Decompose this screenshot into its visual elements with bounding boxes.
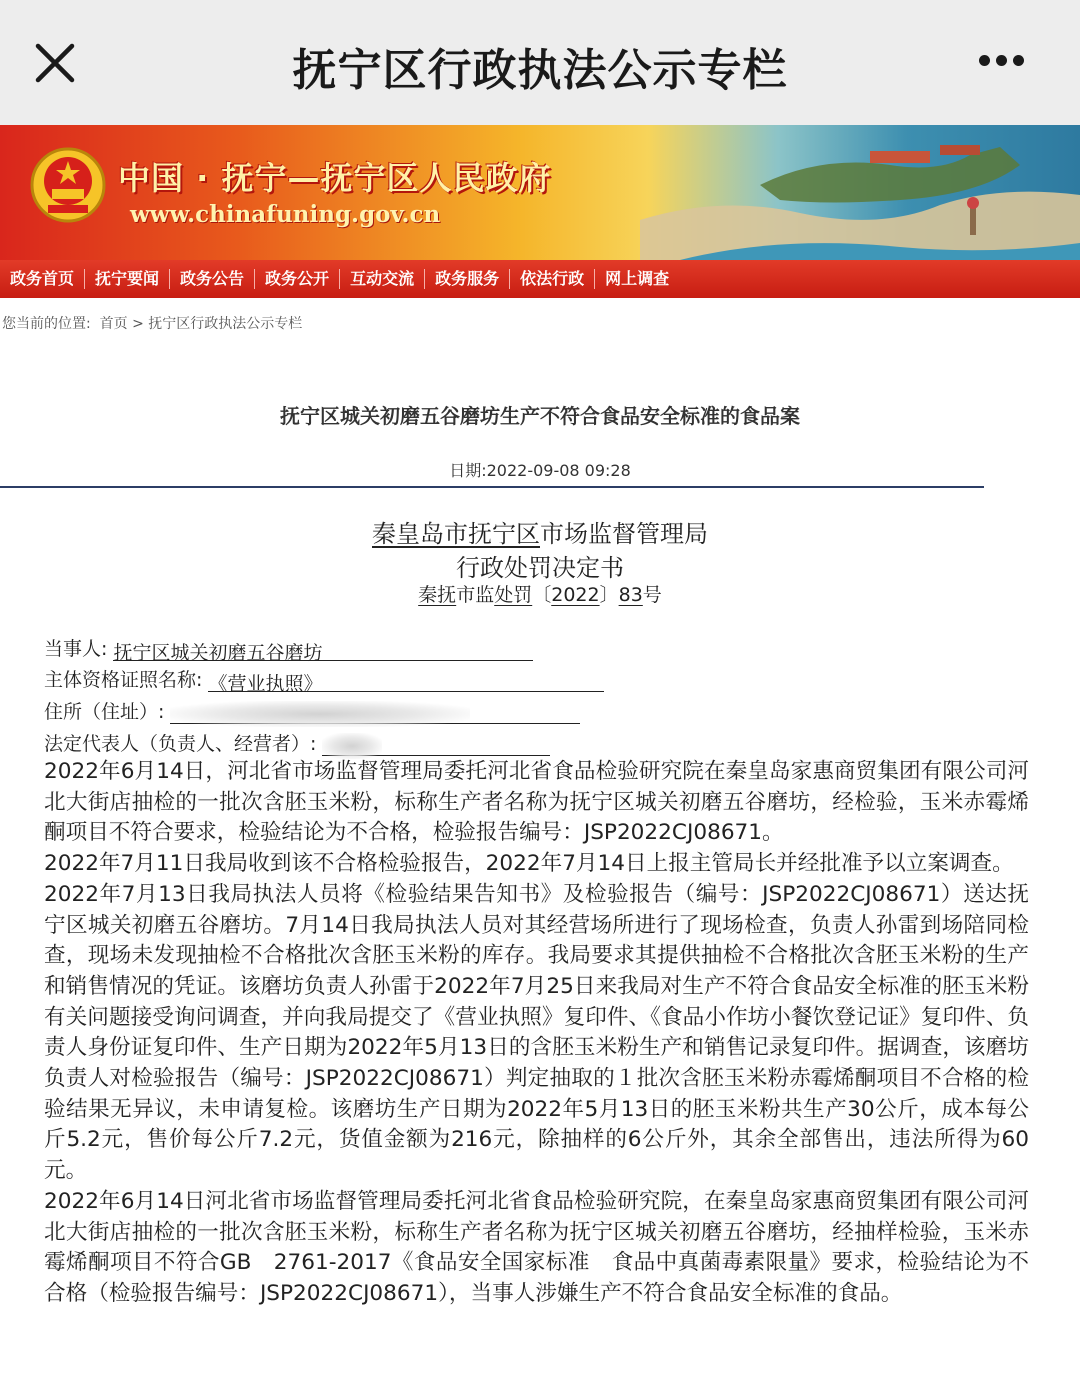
agency-name [0, 514, 1080, 549]
nav-item-home[interactable]: 政务首页 [0, 269, 85, 289]
nav-item-announcements[interactable]: 政务公告 [170, 269, 255, 289]
decision-body [44, 757, 1029, 1310]
government-site-name: 中国 · 抚宁—抚宁区人民政府 [118, 159, 552, 197]
breadcrumb-prefix: 您当前的位置: [2, 316, 91, 332]
paragraph: 2022年7月11日我局收到该不合格检验报告，2022年7月14日上报主管局长并经批准予以立案调查。 [44, 851, 1014, 877]
party-value: 抚宁区城关初磨五谷磨坊 [113, 638, 533, 661]
title-divider [0, 486, 984, 488]
address-value-redacted [170, 701, 580, 724]
more-button[interactable] [976, 48, 1036, 74]
breadcrumb-current-link[interactable]: 抚宁区行政执法公示专栏 [148, 316, 303, 332]
document-type: 行政处罚决定书 [456, 554, 624, 582]
nav-item-services[interactable]: 政务服务 [425, 269, 510, 289]
paragraph: 2022年7月13日我局执法人员将《检验结果告知书》及检验报告（编号：JSP2022CJ08671）送达抚宁区城关初磨五谷磨坊。7月14日我局执法人员对其经营场所进行了现场检查，负责人孙雷到场陪同检查，现场未发现抽检不合格批次含胚玉米粉的库存。我局要求其提供抽检不合格批次含胚玉米粉的生产和销售情况的凭证。该磨坊负责人孙雷于2022年7月25日来我局对生产不符合食品安全标准的胚玉米粉有关问题接受询问调查，并向我局提交了《营业执照》复印件、《食品小作坊小餐饮登记证》复印件、负责人身份证复印件、生产日期为2022年5月13日的含胚玉米粉生产和销售记录复印件。据调查，该磨坊负责人对检验报告（编号：JSP2022CJ08671）判定抽取的１批次含胚玉米粉赤霉烯酮项目不合格的检验结果无异议，未申请复检。该磨坊生产日期为2022年5月13日的胚玉米粉共生产30公斤，成本每公斤5.2元，售价每公斤7.2元，货值金额为216元，除抽样的6公斤外，其余全部售出，违法所得为60元。 [44, 881, 1029, 1184]
address-field: 住所（住址）: [44, 697, 580, 724]
agency-name-underlined: 秦皇岛市抚宁区 [372, 520, 540, 548]
breadcrumb-home-link[interactable]: 首页 [99, 316, 128, 332]
license-field: 主体资格证照名称: 《营业执照》 [44, 665, 604, 692]
nav-item-interaction[interactable]: 互动交流 [340, 269, 425, 289]
government-site-url: www.chinafuning.gov.cn [130, 201, 441, 228]
nav-item-law[interactable]: 依法行政 [510, 269, 595, 289]
breadcrumb-separator: > [132, 316, 144, 332]
app-bar [0, 0, 1080, 125]
more-dots-icon [979, 55, 990, 66]
representative-value-redacted [322, 733, 550, 756]
coast-scenery-image [640, 125, 1080, 260]
document-number: 秦抚市监处罚〔2022〕83号 [418, 584, 662, 606]
license-value: 《营业执照》 [208, 669, 604, 692]
nav-item-disclosure[interactable]: 政务公开 [255, 269, 340, 289]
paragraph: 2022年6月14日河北省市场监督管理局委托河北省食品检验研究院，在秦皇岛家惠商贸集团有限公司河北大街店抽检的一批次含胚玉米粉，标称生产者名称为抚宁区城关初磨五谷磨坊，经抽样检验，玉米赤霉烯酮项目不符合GB 2761-2017《食品安全国家标准 食品中真菌毒素限量》要求，检验结论为不合格（检验报告编号：JSP2022CJ08671），当事人涉嫌生产不符合食品安全标准的食品。 [44, 1188, 1029, 1306]
page-title: 抚宁区行政执法公示专栏 [292, 45, 788, 96]
paragraph: 2022年6月14日，河北省市场监督管理局委托河北省食品检验研究院在秦皇岛家惠商贸集团有限公司河北大街店抽检的一批次含胚玉米粉，标称生产者名称为抚宁区城关初磨五谷磨坊，经检验，玉米赤霉烯酮项目不符合要求，检验结论为不合格，检验报告编号：JSP2022CJ08671。 [44, 759, 1029, 846]
national-emblem-icon [28, 145, 108, 225]
nav-item-news[interactable]: 抚宁要闻 [85, 269, 170, 289]
article-title: 抚宁区城关初磨五谷磨坊生产不符合食品安全标准的食品案 [280, 404, 800, 428]
agency-name-rest: 市场监督管理局 [540, 520, 708, 548]
site-banner [0, 125, 1080, 260]
main-navigation [0, 260, 1080, 298]
nav-item-survey[interactable]: 网上调查 [605, 269, 670, 288]
party-field: 当事人: 抚宁区城关初磨五谷磨坊 [44, 634, 533, 661]
article-date: 日期:2022-09-08 09:28 [449, 461, 631, 480]
representative-field: 法定代表人（负责人、经营者）: [44, 729, 550, 756]
breadcrumb [2, 313, 302, 333]
